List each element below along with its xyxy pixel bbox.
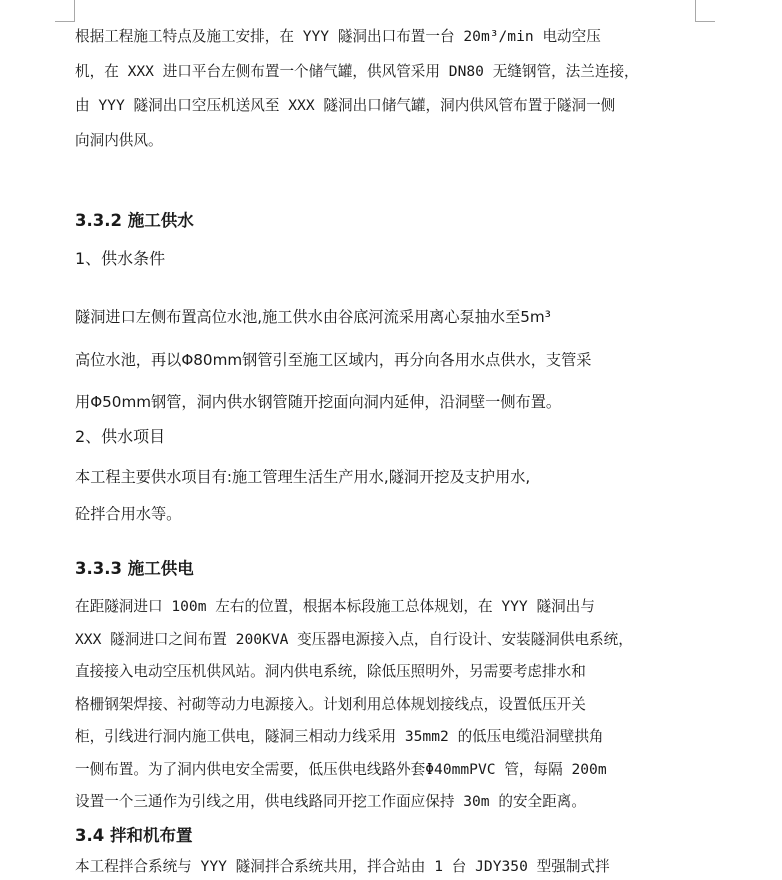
paragraph-power-supply: 在距隧洞进口 100m 左右的位置，根据本标段施工总体规划，在 YYY 隧洞出与 XXX 隧洞进口之间布置 200KVA 变压器电源接入点，自行设计、安装隧洞供电系统， 直接接入电动空压机供风站。洞内供电系统，除低压照明外，另需要考虑排水和 格栅钢架焊接、衬砌等动力电源接入。计划利用总体规划接线点，设置低压开关 柜，引线进行洞内施工供电，隧洞三相动力线采用 35mm2 的低压电缆沿洞壁拱角 一侧布置。为了洞内供电安全需要，低压供电线路外套Φ40mmPVC 管，每隔 200m 设置一个三通作为引线之用，供电线路同开挖工作面应保持 30m 的安全距离。 [75,598,633,810]
heading-construction-water-supply: 3.3.2 施工供水 [75,211,194,230]
heading-construction-power-supply: 3.3.3 施工供电 [75,559,194,578]
heading-mixer-layout: 3.4 拌和机布置 [75,826,193,845]
paragraph-air-supply: 根据工程施工特点及施工安排，在 YYY 隧洞出口布置一台 20m³/min 电动空压 机，在 XXX 进口平台左侧布置一个储气罐，供风管采用 DN80 无缝钢管，法兰连接， 由 YYY 隧洞出口空压机送风至 XXX 隧洞出口储气罐，洞内供风管布置于隧洞一侧 向洞内供风。 [75,28,639,149]
subheading-water-items: 2、供水项目 [75,427,166,446]
paragraph-mixer-layout: 本工程拌合系统与 YYY 隧洞拌合系统共用，拌合站由 1 台 JDY350 型强制式拌 [75,858,610,875]
subheading-water-conditions: 1、供水条件 [75,249,166,268]
crop-mark-right-vertical [695,0,696,22]
crop-mark-left-horizontal [55,21,75,22]
crop-mark-right-horizontal [695,21,715,22]
crop-mark-left-vertical [74,0,75,22]
paragraph-water-conditions: 隧洞进口左侧布置高位水池,施工供水由谷底河流采用离心泵抽水至5m³ 高位水池，再以Φ80mm钢管引至施工区域内，再分向各用水点供水，支管采 用Φ50mm钢管，洞内供水钢管随开挖面向洞内延伸，沿洞壁一侧布置。 [75,308,592,411]
paragraph-water-items: 本工程主要供水项目有:施工管理生活生产用水,隧洞开挖及支护用水, 砼拌合用水等。 [75,468,531,523]
